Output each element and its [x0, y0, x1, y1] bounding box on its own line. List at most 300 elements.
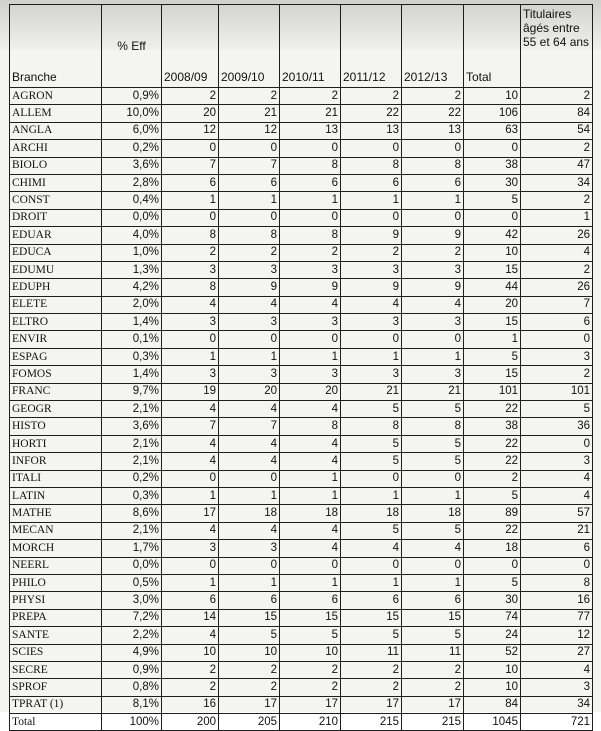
cell-y2010-11: 1 [280, 470, 341, 487]
cell-total: 18 [464, 540, 521, 557]
cell-y2010-11: 0 [280, 557, 341, 574]
cell-y2008-09: 0 [162, 557, 219, 574]
table-row [10, 296, 593, 313]
table-row [10, 505, 593, 522]
cell-pct-eff: 0,8% [102, 679, 162, 696]
total-pct: 100% [102, 714, 162, 731]
cell-titulaires: 27 [521, 644, 593, 661]
cell-total: 30 [464, 592, 521, 609]
cell-y2009-10: 6 [219, 174, 280, 191]
cell-y2009-10: 9 [219, 279, 280, 296]
cell-y2009-10: 3 [219, 261, 280, 278]
cell-total: 10 [464, 88, 521, 105]
cell-branche: EDUPH [10, 279, 102, 296]
cell-pct-eff: 0,2% [102, 470, 162, 487]
cell-y2010-11: 4 [280, 401, 341, 418]
cell-titulaires: 4 [521, 470, 593, 487]
cell-y2010-11: 21 [280, 105, 341, 122]
cell-pct-eff: 0,9% [102, 661, 162, 678]
cell-y2008-09: 16 [162, 696, 219, 713]
header-total: Total [464, 5, 521, 88]
cell-branche: MECAN [10, 522, 102, 539]
cell-y2012-13: 11 [402, 644, 464, 661]
cell-branche: ALLEM [10, 105, 102, 122]
cell-pct-eff: 0,1% [102, 331, 162, 348]
cell-y2011-12: 5 [341, 435, 402, 452]
cell-y2010-11: 4 [280, 296, 341, 313]
cell-pct-eff: 1,7% [102, 540, 162, 557]
cell-y2010-11: 3 [280, 261, 341, 278]
cell-y2011-12: 3 [341, 261, 402, 278]
cell-total: 15 [464, 366, 521, 383]
total-2012-13: 215 [402, 714, 464, 731]
cell-y2011-12: 11 [341, 644, 402, 661]
cell-branche: SANTE [10, 627, 102, 644]
cell-y2012-13: 5 [402, 401, 464, 418]
cell-y2008-09: 4 [162, 401, 219, 418]
cell-titulaires: 54 [521, 122, 593, 139]
cell-y2009-10: 3 [219, 366, 280, 383]
cell-titulaires: 77 [521, 609, 593, 626]
cell-y2008-09: 4 [162, 627, 219, 644]
cell-y2011-12: 5 [341, 522, 402, 539]
cell-y2010-11: 10 [280, 644, 341, 661]
cell-y2012-13: 1 [402, 192, 464, 209]
cell-titulaires: 36 [521, 418, 593, 435]
cell-total: 89 [464, 505, 521, 522]
cell-y2008-09: 4 [162, 296, 219, 313]
cell-titulaires: 2 [521, 140, 593, 157]
cell-y2010-11: 6 [280, 174, 341, 191]
cell-y2012-13: 3 [402, 261, 464, 278]
cell-total: 30 [464, 174, 521, 191]
cell-pct-eff: 3,6% [102, 418, 162, 435]
cell-branche: FOMOS [10, 366, 102, 383]
cell-pct-eff: 9,7% [102, 383, 162, 400]
cell-total: 42 [464, 227, 521, 244]
cell-titulaires: 2 [521, 366, 593, 383]
cell-titulaires: 0 [521, 435, 593, 452]
cell-pct-eff: 1,4% [102, 314, 162, 331]
cell-branche: BIOLO [10, 157, 102, 174]
cell-y2012-13: 1 [402, 348, 464, 365]
cell-total: 74 [464, 609, 521, 626]
table-row [10, 314, 593, 331]
cell-y2008-09: 7 [162, 418, 219, 435]
cell-pct-eff: 8,6% [102, 505, 162, 522]
cell-branche: SCIES [10, 644, 102, 661]
cell-y2011-12: 17 [341, 696, 402, 713]
cell-y2011-12: 3 [341, 314, 402, 331]
cell-y2008-09: 3 [162, 366, 219, 383]
cell-y2012-13: 4 [402, 540, 464, 557]
cell-titulaires: 2 [521, 261, 593, 278]
cell-y2010-11: 1 [280, 348, 341, 365]
cell-y2010-11: 2 [280, 661, 341, 678]
table-row [10, 696, 593, 713]
cell-branche: MATHE [10, 505, 102, 522]
table-row [10, 157, 593, 174]
cell-y2009-10: 1 [219, 574, 280, 591]
cell-y2011-12: 0 [341, 331, 402, 348]
cell-titulaires: 16 [521, 592, 593, 609]
cell-titulaires: 47 [521, 157, 593, 174]
cell-y2012-13: 3 [402, 366, 464, 383]
cell-y2010-11: 17 [280, 696, 341, 713]
cell-branche: PREPA [10, 609, 102, 626]
cell-total: 10 [464, 679, 521, 696]
cell-y2009-10: 6 [219, 592, 280, 609]
cell-pct-eff: 0,5% [102, 574, 162, 591]
cell-y2009-10: 12 [219, 122, 280, 139]
cell-y2010-11: 4 [280, 435, 341, 452]
header-branche: Branche [10, 5, 102, 88]
cell-y2008-09: 2 [162, 244, 219, 261]
table-row [10, 661, 593, 678]
cell-y2009-10: 4 [219, 453, 280, 470]
cell-y2009-10: 5 [219, 627, 280, 644]
cell-y2012-13: 21 [402, 383, 464, 400]
cell-pct-eff: 3,0% [102, 592, 162, 609]
cell-y2008-09: 8 [162, 227, 219, 244]
cell-total: 22 [464, 453, 521, 470]
header-titulaires: Titulaires âgés entre 55 et 64 ans [521, 5, 593, 88]
table-row [10, 279, 593, 296]
total-2011-12: 215 [341, 714, 402, 731]
cell-total: 22 [464, 435, 521, 452]
cell-y2008-09: 20 [162, 105, 219, 122]
table-row [10, 487, 593, 504]
cell-y2011-12: 21 [341, 383, 402, 400]
cell-y2009-10: 0 [219, 470, 280, 487]
cell-y2008-09: 1 [162, 487, 219, 504]
cell-branche: CHIMI [10, 174, 102, 191]
cell-y2009-10: 3 [219, 314, 280, 331]
cell-y2010-11: 4 [280, 540, 341, 557]
cell-y2010-11: 2 [280, 244, 341, 261]
cell-y2010-11: 8 [280, 227, 341, 244]
table-row [10, 557, 593, 574]
cell-y2008-09: 3 [162, 314, 219, 331]
cell-y2008-09: 2 [162, 88, 219, 105]
table-row [10, 88, 593, 105]
table-row [10, 418, 593, 435]
cell-branche: DROIT [10, 209, 102, 226]
header-2011-12: 2011/12 [341, 5, 402, 88]
cell-y2011-12: 2 [341, 244, 402, 261]
cell-y2012-13: 8 [402, 418, 464, 435]
cell-y2010-11: 6 [280, 592, 341, 609]
table-row [10, 453, 593, 470]
cell-y2009-10: 21 [219, 105, 280, 122]
cell-y2008-09: 10 [162, 644, 219, 661]
cell-y2010-11: 3 [280, 366, 341, 383]
cell-y2012-13: 2 [402, 244, 464, 261]
cell-branche: SECRE [10, 661, 102, 678]
cell-y2011-12: 0 [341, 140, 402, 157]
staffing-table [9, 4, 593, 731]
table-row [10, 366, 593, 383]
table-row [10, 435, 593, 452]
cell-y2008-09: 6 [162, 592, 219, 609]
table-row [10, 348, 593, 365]
cell-titulaires: 0 [521, 557, 593, 574]
cell-y2012-13: 9 [402, 227, 464, 244]
cell-y2011-12: 1 [341, 348, 402, 365]
cell-y2010-11: 15 [280, 609, 341, 626]
cell-y2012-13: 3 [402, 314, 464, 331]
cell-y2009-10: 3 [219, 540, 280, 557]
cell-pct-eff: 0,0% [102, 209, 162, 226]
cell-y2012-13: 6 [402, 592, 464, 609]
cell-y2012-13: 5 [402, 453, 464, 470]
cell-total: 106 [464, 105, 521, 122]
cell-titulaires: 2 [521, 88, 593, 105]
cell-pct-eff: 2,0% [102, 296, 162, 313]
cell-total: 38 [464, 418, 521, 435]
cell-y2010-11: 13 [280, 122, 341, 139]
cell-y2011-12: 5 [341, 401, 402, 418]
cell-y2009-10: 17 [219, 696, 280, 713]
cell-total: 84 [464, 696, 521, 713]
table-row [10, 522, 593, 539]
cell-y2012-13: 1 [402, 574, 464, 591]
table-row [10, 174, 593, 191]
header-2012-13: 2012/13 [402, 5, 464, 88]
cell-y2008-09: 3 [162, 261, 219, 278]
cell-y2012-13: 18 [402, 505, 464, 522]
cell-branche: HISTO [10, 418, 102, 435]
cell-branche: ELETE [10, 296, 102, 313]
cell-total: 0 [464, 557, 521, 574]
cell-y2012-13: 0 [402, 209, 464, 226]
cell-branche: HORTI [10, 435, 102, 452]
cell-y2008-09: 12 [162, 122, 219, 139]
cell-branche: INFOR [10, 453, 102, 470]
cell-y2010-11: 2 [280, 88, 341, 105]
table-row [10, 644, 593, 661]
cell-branche: EDUAR [10, 227, 102, 244]
cell-y2009-10: 2 [219, 88, 280, 105]
cell-branche: LATIN [10, 487, 102, 504]
cell-y2010-11: 2 [280, 679, 341, 696]
cell-y2011-12: 1 [341, 574, 402, 591]
cell-titulaires: 6 [521, 540, 593, 557]
table-row [10, 609, 593, 626]
cell-y2010-11: 1 [280, 487, 341, 504]
table-row [10, 401, 593, 418]
header-2009-10: 2009/10 [219, 5, 280, 88]
total-2010-11: 210 [280, 714, 341, 731]
cell-y2009-10: 7 [219, 157, 280, 174]
cell-total: 44 [464, 279, 521, 296]
cell-y2012-13: 15 [402, 609, 464, 626]
cell-pct-eff: 4,9% [102, 644, 162, 661]
cell-y2011-12: 5 [341, 453, 402, 470]
cell-titulaires: 21 [521, 522, 593, 539]
cell-branche: ENVIR [10, 331, 102, 348]
cell-pct-eff: 0,4% [102, 192, 162, 209]
cell-y2010-11: 8 [280, 157, 341, 174]
cell-pct-eff: 1,3% [102, 261, 162, 278]
cell-y2011-12: 0 [341, 557, 402, 574]
cell-y2009-10: 0 [219, 209, 280, 226]
cell-titulaires: 3 [521, 453, 593, 470]
cell-pct-eff: 7,2% [102, 609, 162, 626]
cell-y2011-12: 15 [341, 609, 402, 626]
cell-y2008-09: 2 [162, 679, 219, 696]
cell-y2011-12: 5 [341, 627, 402, 644]
cell-total: 38 [464, 157, 521, 174]
cell-y2012-13: 0 [402, 470, 464, 487]
cell-branche: TPRAT (1) [10, 696, 102, 713]
cell-y2009-10: 4 [219, 435, 280, 452]
cell-y2012-13: 6 [402, 174, 464, 191]
cell-branche: GEOGR [10, 401, 102, 418]
cell-y2010-11: 0 [280, 140, 341, 157]
cell-total: 2 [464, 470, 521, 487]
cell-total: 5 [464, 192, 521, 209]
cell-y2008-09: 6 [162, 174, 219, 191]
cell-branche: CONST [10, 192, 102, 209]
cell-y2011-12: 1 [341, 192, 402, 209]
cell-y2009-10: 2 [219, 661, 280, 678]
cell-branche: MORCH [10, 540, 102, 557]
cell-y2009-10: 1 [219, 348, 280, 365]
cell-y2012-13: 5 [402, 435, 464, 452]
cell-pct-eff: 2,1% [102, 522, 162, 539]
cell-y2012-13: 22 [402, 105, 464, 122]
cell-y2008-09: 1 [162, 574, 219, 591]
cell-y2012-13: 9 [402, 279, 464, 296]
cell-branche: EDUMU [10, 261, 102, 278]
cell-y2010-11: 9 [280, 279, 341, 296]
cell-total: 0 [464, 140, 521, 157]
table-row [10, 331, 593, 348]
cell-y2012-13: 2 [402, 88, 464, 105]
cell-pct-eff: 0,9% [102, 88, 162, 105]
cell-y2011-12: 22 [341, 105, 402, 122]
table-row [10, 592, 593, 609]
cell-total: 22 [464, 401, 521, 418]
header-2010-11: 2010/11 [280, 5, 341, 88]
cell-y2010-11: 18 [280, 505, 341, 522]
cell-total: 5 [464, 574, 521, 591]
cell-y2010-11: 1 [280, 574, 341, 591]
cell-y2012-13: 2 [402, 661, 464, 678]
cell-branche: ITALI [10, 470, 102, 487]
cell-total: 22 [464, 522, 521, 539]
cell-y2008-09: 7 [162, 157, 219, 174]
cell-y2009-10: 1 [219, 192, 280, 209]
cell-titulaires: 12 [521, 627, 593, 644]
cell-y2008-09: 0 [162, 331, 219, 348]
cell-y2008-09: 0 [162, 470, 219, 487]
table-row [10, 627, 593, 644]
cell-y2009-10: 18 [219, 505, 280, 522]
total-titulaires: 721 [521, 714, 593, 731]
cell-y2012-13: 5 [402, 522, 464, 539]
total-row [10, 714, 593, 731]
cell-y2008-09: 1 [162, 348, 219, 365]
table-row [10, 470, 593, 487]
cell-pct-eff: 4,0% [102, 227, 162, 244]
cell-branche: SPROF [10, 679, 102, 696]
table-row [10, 105, 593, 122]
cell-titulaires: 26 [521, 279, 593, 296]
cell-y2008-09: 3 [162, 540, 219, 557]
cell-y2012-13: 4 [402, 296, 464, 313]
header-2008-09: 2008/09 [162, 5, 219, 88]
cell-branche: ANGLA [10, 122, 102, 139]
cell-titulaires: 34 [521, 174, 593, 191]
cell-pct-eff: 2,1% [102, 435, 162, 452]
cell-y2011-12: 2 [341, 661, 402, 678]
table-row [10, 209, 593, 226]
cell-pct-eff: 8,1% [102, 696, 162, 713]
cell-titulaires: 1 [521, 209, 593, 226]
cell-y2012-13: 8 [402, 157, 464, 174]
cell-titulaires: 4 [521, 487, 593, 504]
cell-y2011-12: 6 [341, 174, 402, 191]
total-label: Total [10, 714, 102, 731]
table-row [10, 227, 593, 244]
cell-y2009-10: 10 [219, 644, 280, 661]
cell-titulaires: 4 [521, 244, 593, 261]
cell-total: 20 [464, 296, 521, 313]
cell-total: 10 [464, 244, 521, 261]
cell-y2008-09: 17 [162, 505, 219, 522]
cell-y2011-12: 2 [341, 679, 402, 696]
cell-y2010-11: 4 [280, 522, 341, 539]
cell-titulaires: 26 [521, 227, 593, 244]
table-row [10, 679, 593, 696]
cell-y2011-12: 9 [341, 227, 402, 244]
table-row [10, 140, 593, 157]
cell-total: 52 [464, 644, 521, 661]
cell-branche: PHYSI [10, 592, 102, 609]
cell-y2011-12: 13 [341, 122, 402, 139]
cell-y2008-09: 4 [162, 435, 219, 452]
cell-titulaires: 2 [521, 192, 593, 209]
cell-y2011-12: 0 [341, 470, 402, 487]
table-body [10, 88, 593, 714]
cell-branche: ARCHI [10, 140, 102, 157]
cell-titulaires: 84 [521, 105, 593, 122]
cell-total: 10 [464, 661, 521, 678]
cell-pct-eff: 6,0% [102, 122, 162, 139]
cell-y2011-12: 2 [341, 88, 402, 105]
cell-pct-eff: 1,0% [102, 244, 162, 261]
cell-y2009-10: 0 [219, 331, 280, 348]
cell-y2011-12: 9 [341, 279, 402, 296]
cell-pct-eff: 4,2% [102, 279, 162, 296]
table-row [10, 244, 593, 261]
cell-y2010-11: 3 [280, 314, 341, 331]
cell-titulaires: 4 [521, 661, 593, 678]
cell-total: 24 [464, 627, 521, 644]
cell-titulaires: 8 [521, 574, 593, 591]
cell-y2008-09: 1 [162, 192, 219, 209]
cell-total: 101 [464, 383, 521, 400]
cell-y2010-11: 1 [280, 192, 341, 209]
cell-y2012-13: 0 [402, 331, 464, 348]
table-row [10, 383, 593, 400]
cell-total: 15 [464, 314, 521, 331]
cell-y2008-09: 8 [162, 279, 219, 296]
cell-titulaires: 3 [521, 679, 593, 696]
cell-total: 15 [464, 261, 521, 278]
